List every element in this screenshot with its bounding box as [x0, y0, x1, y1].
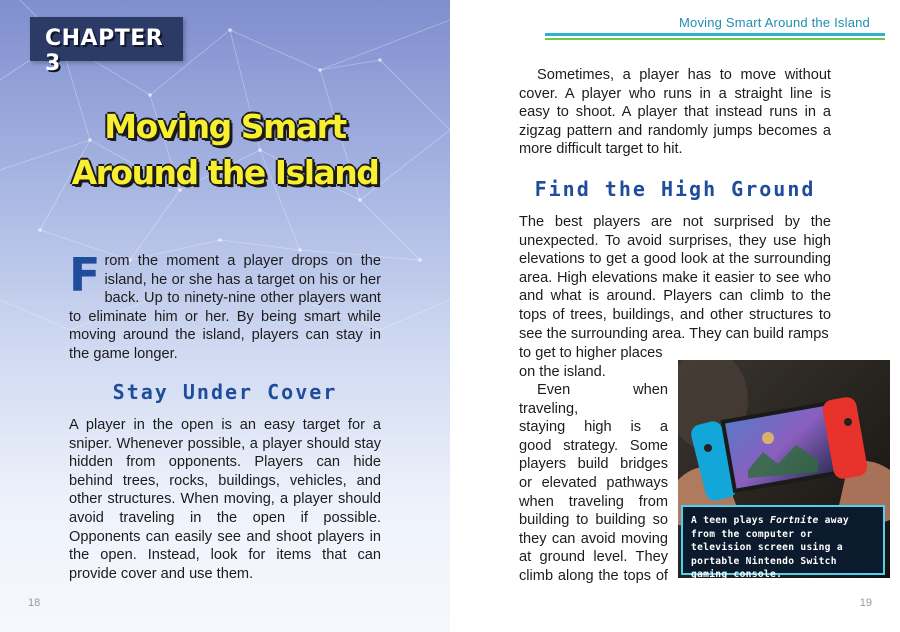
photo-caption	[681, 505, 885, 581]
right-page	[450, 0, 900, 632]
paragraph-3-line: players build bridges	[519, 456, 668, 473]
page-number-right: 19	[859, 597, 872, 609]
paragraph-traveling	[519, 381, 668, 586]
paragraph-move-without-cover	[519, 66, 831, 159]
paragraph-3-line: when traveling from	[519, 493, 668, 510]
paragraph-3-line: climb along the tops of	[519, 567, 668, 584]
header-rule-cyan	[545, 33, 885, 36]
intro-paragraph	[69, 248, 381, 364]
chapter-label: CHAPTER 3	[45, 26, 164, 76]
paragraph-3-line: building to building so	[519, 512, 668, 529]
stay-under-cover-paragraph	[69, 416, 381, 583]
intro-text: rom the moment a player drops on the island, he or she has a target on his or her back. Up to ninety-nine other players want to eliminate him or her. By being smart while moving around the island, players can stay in the game longer.	[69, 253, 381, 362]
running-head: Moving Smart Around the Island	[679, 15, 870, 30]
paragraph-2-tail-line: on the island.	[519, 363, 606, 380]
paragraph-2-text: The best players are not surprised by the unexpected. To avoid surprises, they use high elevations to get a good look at the surrounding area. High elevations make it easier to see who and what is around. Players can climb to the tops of trees, buildings, and other structures to see the surrounding area. They can build ramps	[519, 214, 831, 342]
paragraph-3-line: staying high is a	[519, 419, 668, 436]
stay-under-cover-text: A player in the open is an easy target for a sniper. Whenever possible, a player should stay hidden from opponents. Players can hide behind trees, rocks, buildings, vehicles, and other structures. When moving, a player should avoid traveling in the open if possible. Opponents can easily see and shoot players in the open. Instead, look for items that can provide cover and use them.	[69, 417, 381, 582]
page-number-left: 18	[28, 597, 41, 609]
chapter-title-line-1: Moving Smart	[104, 107, 346, 146]
paragraph-high-ground-tail	[519, 344, 671, 381]
caption-text-before: A teen plays	[691, 515, 770, 526]
paragraph-3-line: good strategy. Some	[519, 437, 668, 454]
paragraph-3-line: they can avoid moving	[519, 530, 668, 547]
section-heading-find-high-ground: Find the High Ground	[534, 177, 816, 201]
caption-game-title: Fortnite	[770, 515, 819, 526]
chapter-label-box	[30, 17, 183, 76]
paragraph-3-line: at ground level. They	[519, 549, 668, 566]
section-heading-stay-under-cover: Stay Under Cover	[112, 380, 338, 404]
paragraph-high-ground	[519, 213, 831, 343]
drop-cap: F	[69, 248, 101, 302]
paragraph-2-tail-line: to get to higher places	[519, 345, 663, 361]
paragraph-3-line: or elevated pathways	[519, 474, 668, 491]
caption-text-after: away from the computer or television screen using a portable Nintendo Switch gaming console.	[691, 515, 849, 581]
chapter-title-line-2: Around the Island	[71, 153, 379, 192]
paragraph-3-line: Even when traveling,	[519, 382, 668, 417]
paragraph-1-text: Sometimes, a player has to move without cover. A player who runs in a straight line is easy to shoot. A player that instead runs in a zigzag pattern and randomly jumps becomes a more difficult target to hit.	[519, 67, 831, 158]
chapter-title	[40, 104, 410, 196]
header-rule-green	[545, 38, 885, 40]
